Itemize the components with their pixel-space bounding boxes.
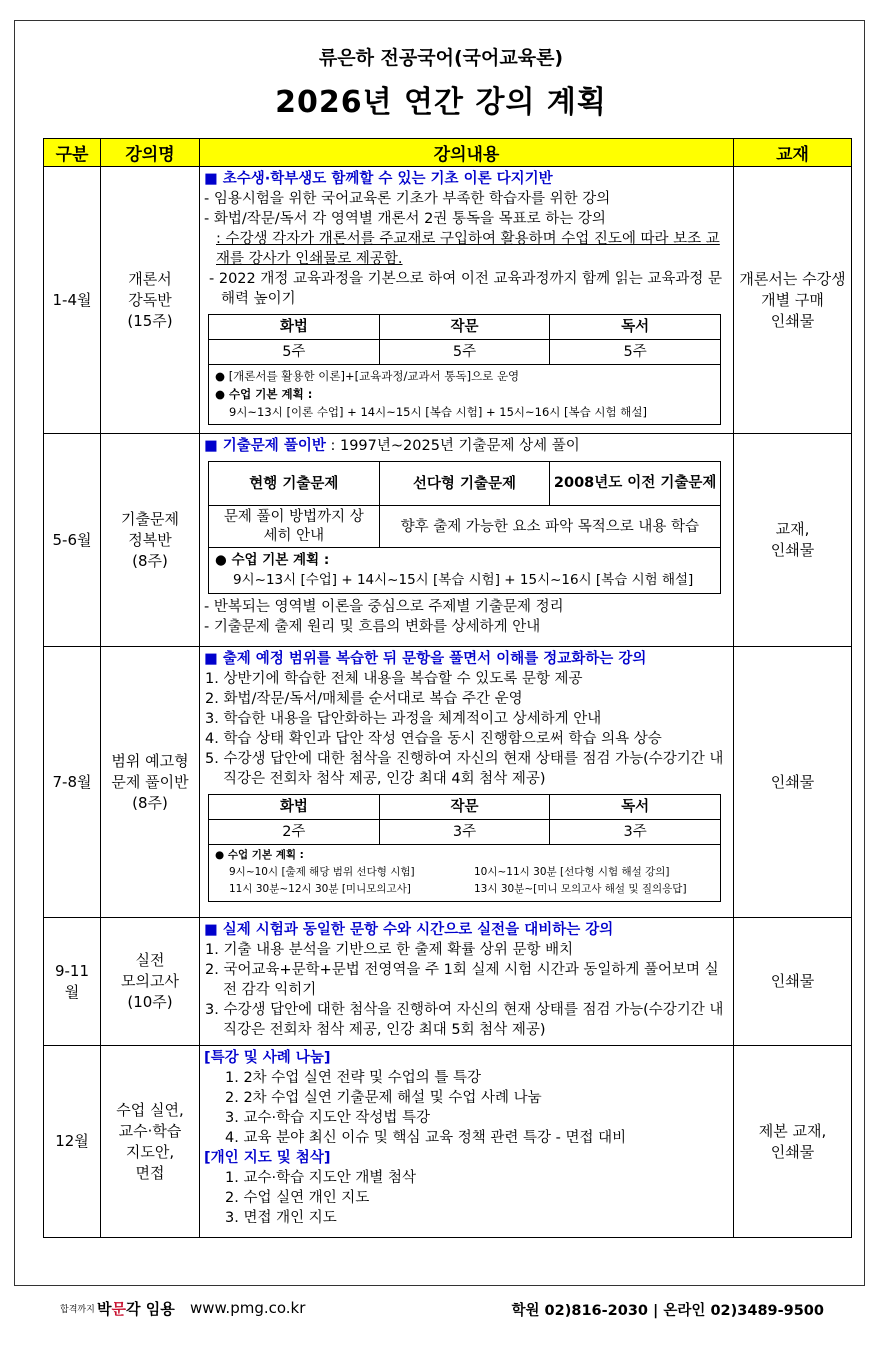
note-line: 13시 30분~[미니 모의고사 해설 및 질의응답] (474, 883, 687, 895)
content-cell (200, 918, 734, 1046)
content-item: 1. 기출 내용 분석을 기반으로 한 출제 확률 상위 문항 배치 (205, 942, 574, 958)
material-line: 교재, (775, 520, 810, 538)
exam-type-header: 선다형 기출문제 (379, 462, 550, 506)
name-line: (8주) (132, 793, 168, 812)
schedule-notes (208, 365, 721, 425)
material-cell (734, 647, 852, 918)
exam-type-header: 현행 기출문제 (209, 462, 380, 506)
col-header-period: 구분 (44, 139, 101, 167)
weeks-header: 화법 (209, 795, 380, 820)
weeks-table (208, 314, 721, 365)
material-line: 인쇄물 (770, 772, 815, 791)
content-item: 4. 학습 상태 확인과 답안 작성 연습을 동시 진행함으로써 학습 의욕 상승 (205, 731, 662, 747)
content-item: 3. 교수·학습 지도안 작성법 특강 (225, 1110, 430, 1126)
publisher-logo (97, 1298, 175, 1319)
exam-type-cell: 향후 출제 가능한 요소 파악 목적으로 내용 학습 (379, 506, 720, 548)
website-link[interactable]: www.pmg.co.kr (190, 1299, 306, 1317)
content-item: 1. 교수·학습 지도안 개별 첨삭 (225, 1170, 416, 1186)
note-line: 9시~13시 [이론 수업] + 14시~15시 [복습 시험] + 15시~16시 [복습 시험 해설] (229, 405, 647, 419)
section-heading-line (204, 436, 729, 456)
name-line: 모의고사 (121, 972, 179, 990)
name-line: 기출문제 (121, 509, 179, 528)
logo-part: 각 (126, 1300, 141, 1318)
material-cell (734, 1046, 852, 1238)
name-line: 수업 실연, (116, 1100, 184, 1119)
weeks-table (208, 794, 721, 845)
section-heading: [개인 지도 및 첨삭] (204, 1150, 331, 1166)
name-line: 강독반 (128, 290, 172, 309)
name-line: (15주) (127, 311, 173, 330)
content-item: 1. 상반기에 학습한 전체 내용을 복습할 수 있도록 문항 제공 (205, 671, 583, 687)
lecture-name-cell (101, 918, 200, 1046)
weeks-header: 독서 (550, 795, 721, 820)
page-title: 2026년 연간 강의 계획 (275, 85, 607, 120)
section-heading: ■ 실제 시험과 동일한 문항 수와 시간으로 실전을 대비하는 강의 (204, 922, 614, 938)
name-line: 면접 (135, 1163, 165, 1182)
name-line: 개론서 (128, 269, 172, 288)
schedule-notes (208, 845, 721, 902)
note-line: 9시~13시 [수업] + 14시~15시 [복습 시험] + 15시~16시 [복습 시험 해설] (233, 572, 694, 588)
note-line: ● 수업 기본 계획 : (215, 849, 304, 861)
name-line: (10주) (127, 993, 173, 1011)
content-item: 3. 수강생 답안에 대한 첨삭을 진행하여 자신의 현재 상태를 점검 가능(수강기간 내 직강은 전회차 첨삭 제공, 인강 최대 5회 첨삭 제공) (205, 1002, 724, 1038)
content-cell (200, 167, 734, 434)
note-line: ● 수업 기본 계획 : (215, 387, 313, 401)
note-row (215, 881, 714, 898)
content-item: 2. 화법/작문/독서/매체를 순서대로 복습 주간 운영 (205, 691, 523, 707)
material-line: 인쇄물 (770, 541, 815, 559)
period-text: 9-11월 (54, 961, 90, 1001)
weeks-value: 5주 (209, 340, 380, 365)
content-item: 5. 수강생 답안에 대한 첨삭을 진행하여 자신의 현재 상태를 점검 가능(수강기간 내 직강은 전회차 첨삭 제공, 인강 최대 4회 첨삭 제공) (205, 751, 724, 787)
content-cell (200, 434, 734, 647)
section-heading-tail: : 1997년~2025년 기출문제 상세 풀이 (325, 438, 580, 454)
col-header-content: 강의내용 (200, 139, 734, 167)
logo-part: 임용 (140, 1300, 175, 1318)
logo-part: 문 (111, 1300, 126, 1318)
exam-type-header: 2008년도 이전 기출문제 (550, 462, 721, 506)
period-cell (44, 918, 101, 1046)
lecture-name-cell (101, 434, 200, 647)
col-header-name: 강의명 (101, 139, 200, 167)
content-cell (200, 647, 734, 918)
content-item: - 반복되는 영역별 이론을 중심으로 주제별 기출문제 정리 (204, 599, 564, 615)
table-row (44, 434, 852, 647)
content-item: - 2022 개정 교육과정을 기본으로 하여 이전 교육과정까지 함께 읽는 교육과정 문해력 높이기 (209, 271, 723, 307)
content-item: 2. 2차 수업 실연 기출문제 해설 및 수업 사례 나눔 (225, 1090, 542, 1106)
content-item: 1. 2차 수업 실연 전략 및 수업의 틀 특강 (225, 1070, 482, 1086)
period-cell: 12월 (44, 1046, 101, 1238)
content-item: - 기출문제 출제 원리 및 흐름의 변화를 상세하게 안내 (204, 619, 541, 635)
table-row (44, 167, 852, 434)
material-cell (734, 434, 852, 647)
content-item: - 화법/작문/독서 각 영역별 개론서 2권 통독을 목표로 하는 강의 (204, 211, 606, 227)
material-line: 제본 교재, (758, 1121, 827, 1140)
page-subtitle: 류은하 전공국어(국어교육론) (318, 47, 564, 69)
material-cell (734, 167, 852, 434)
weeks-header: 화법 (209, 315, 380, 340)
exam-type-cell: 문제 풀이 방법까지 상세히 안내 (209, 506, 380, 548)
name-line: 문제 풀이반 (111, 772, 189, 791)
note-line: 9시~10시 [출제 해당 범위 선다형 시험] (229, 866, 415, 878)
period-cell: 5-6월 (44, 434, 101, 647)
note-line: 10시~11시 30분 [선다형 시험 해설 강의] (474, 866, 670, 878)
lecture-name-cell (101, 647, 200, 918)
table-row (44, 1046, 852, 1238)
name-line: 지도안, (125, 1142, 175, 1161)
note-row (215, 864, 714, 881)
weeks-value: 2주 (209, 820, 380, 845)
content-item: - 임용시험을 위한 국어교육론 기초가 부족한 학습자를 위한 강의 (204, 191, 611, 207)
material-line: 인쇄물 (770, 311, 815, 330)
weeks-value: 3주 (379, 820, 550, 845)
footer-tagline: 합격까지 (60, 1305, 95, 1315)
name-line: 교수·학습 (118, 1121, 182, 1140)
section-heading: [특강 및 사례 나눔] (204, 1050, 331, 1066)
material-line: 개론서는 수강생 (739, 269, 846, 288)
weeks-header: 작문 (379, 795, 550, 820)
lecture-plan-table (43, 138, 852, 1238)
col-header-material: 교재 (734, 139, 852, 167)
name-line: (8주) (132, 551, 168, 570)
name-line: 범위 예고형 (111, 751, 189, 770)
material-line: 인쇄물 (770, 1142, 815, 1161)
schedule-notes (208, 548, 721, 594)
material-cell (734, 918, 852, 1046)
lecture-name-cell (101, 167, 200, 434)
content-cell (200, 1046, 734, 1238)
weeks-header: 독서 (550, 315, 721, 340)
weeks-value: 5주 (379, 340, 550, 365)
content-item: 2. 수업 실연 개인 지도 (225, 1190, 370, 1206)
content-item: 3. 면접 개인 지도 (225, 1210, 337, 1226)
weeks-header: 작문 (379, 315, 550, 340)
underline-note: : 수강생 각자가 개론서를 주교재로 구입하여 활용하며 수업 진도에 따라 보조 교재를 강사가 인쇄물로 제공함. (216, 231, 720, 267)
section-heading: ■ 초수생·학부생도 함께할 수 있는 기초 이론 다지기반 (204, 171, 553, 187)
name-line: 정복반 (128, 530, 172, 549)
contact-phone: 학원 02)816-2030 | 온라인 02)3489-9500 (511, 1303, 824, 1319)
logo-part: 박 (97, 1300, 112, 1318)
material-line: 인쇄물 (770, 972, 815, 990)
period-cell: 1-4월 (44, 167, 101, 434)
section-heading: ■ 출제 예정 범위를 복습한 뒤 문항을 풀면서 이해를 정교화하는 강의 (204, 651, 647, 667)
material-line: 개별 구매 (761, 290, 824, 309)
content-item: 2. 국어교육+문학+문법 전영역을 주 1회 실제 시험 시간과 동일하게 풀어보며 실전 감각 익히기 (205, 962, 719, 998)
name-line: 실전 (135, 951, 165, 969)
note-line: 11시 30분~12시 30분 [미니모의고사] (229, 883, 411, 895)
weeks-value: 3주 (550, 820, 721, 845)
table-header-row (44, 139, 852, 167)
section-heading: ■ 기출문제 풀이반 (204, 438, 326, 454)
note-line: ● 수업 기본 계획 : (215, 552, 330, 568)
table-row (44, 647, 852, 918)
lecture-name-cell (101, 1046, 200, 1238)
period-cell: 7-8월 (44, 647, 101, 918)
content-item: 3. 학습한 내용을 답안화하는 과정을 체계적이고 상세하게 안내 (205, 711, 602, 727)
exam-type-table (208, 461, 721, 548)
content-item: 4. 교육 분야 최신 이슈 및 핵심 교육 정책 관련 특강 - 면접 대비 (225, 1130, 627, 1146)
weeks-value: 5주 (550, 340, 721, 365)
note-line: ● [개론서를 활용한 이론]+[교육과정/교과서 통독]으로 운영 (215, 369, 520, 383)
footer (0, 1298, 882, 1320)
table-row (44, 918, 852, 1046)
